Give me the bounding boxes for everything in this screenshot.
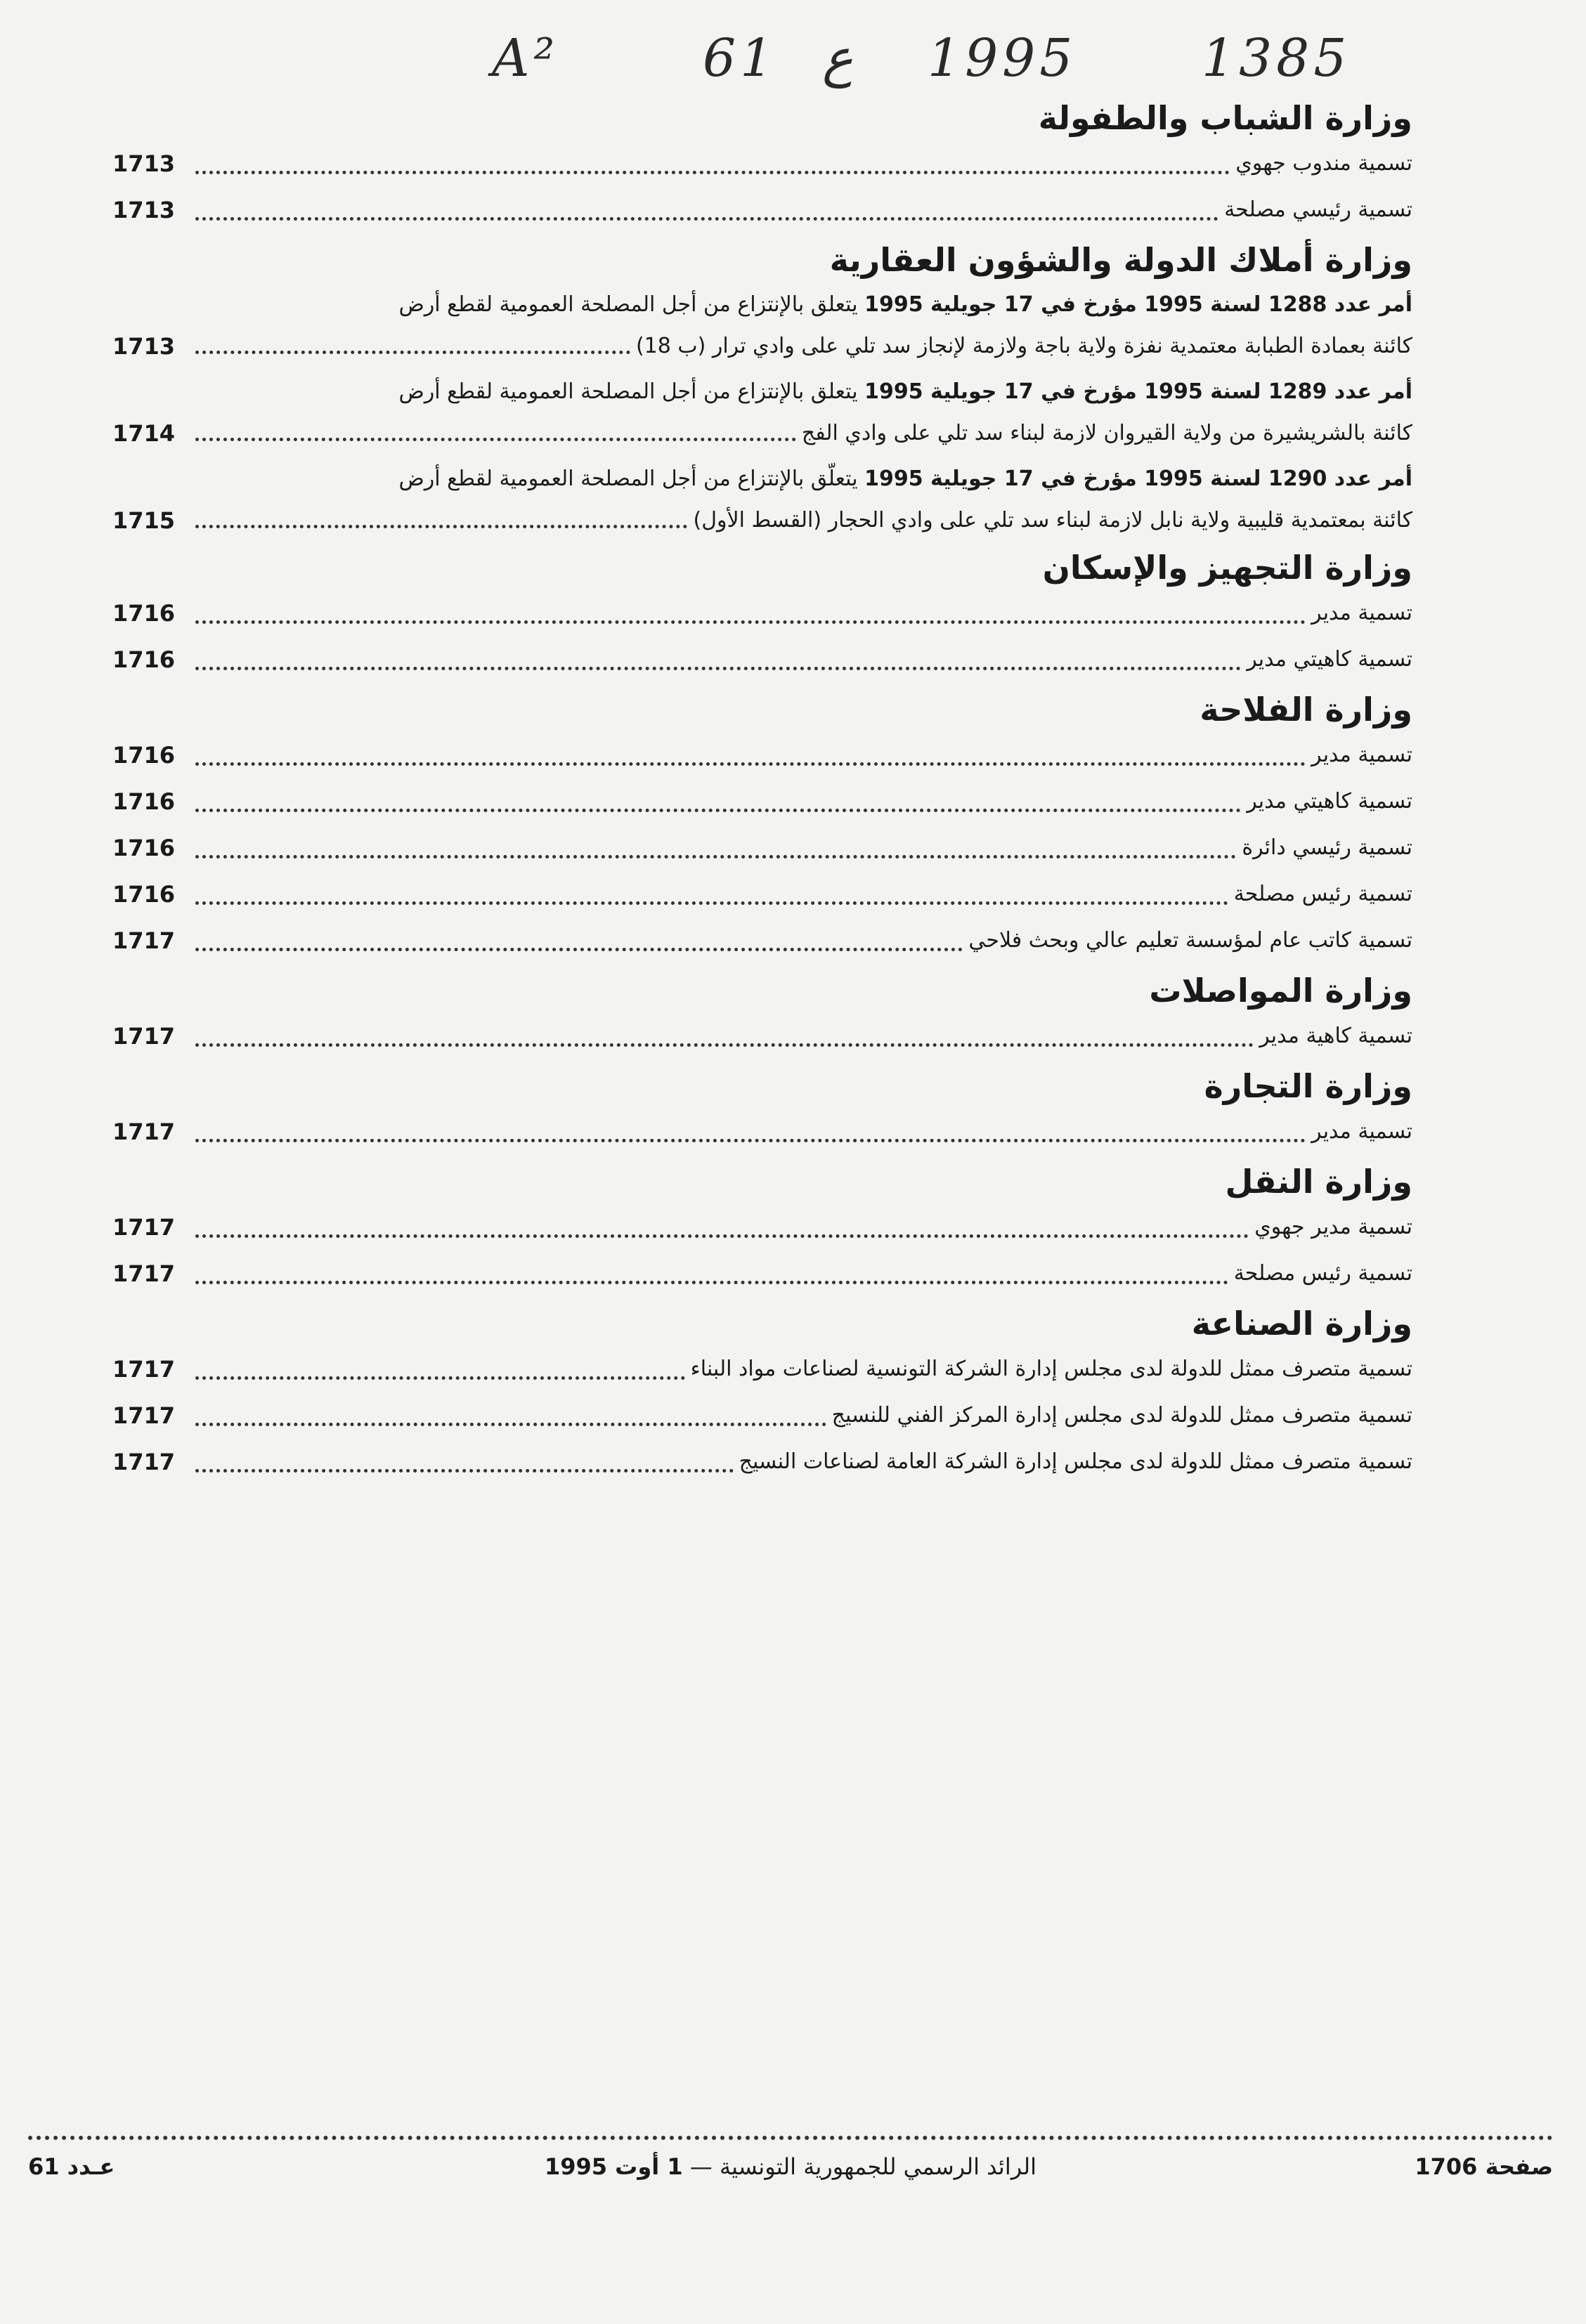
decree-number: أمر عدد 1289 لسنة 1995 مؤرخ في 17 جويلية 1995 [864,379,1412,404]
page-footer [28,2153,1553,2195]
toc-entry [112,1251,1412,1297]
entry-page-number: 1714 [112,420,176,447]
entry-page-number: 1717 [112,1356,176,1383]
dot-leader [195,620,1306,624]
toc-section [112,1303,1412,1485]
dot-leader [195,1139,1306,1142]
footer-journal-title [28,2153,1553,2180]
footer-date: 1 أوت 1995 [544,2153,683,2180]
entry-title: تسمية رئيس مصلحة [1233,1261,1412,1286]
toc-section [112,547,1412,683]
dot-leader [195,901,1228,905]
entry-title: تسمية مدير جهوي [1254,1215,1412,1239]
decree-title-line [112,371,1412,413]
entry-title: تسمية مندوب جهوي [1235,151,1412,176]
decree-subject: يتعلّق بالإنتزاع من أجل المصلحة العمومية لقطع أرض [398,466,865,491]
toc-section [112,97,1412,233]
entry-title: تسمية مدير [1311,601,1412,625]
entry-page-number: 1713 [112,333,176,360]
decree-detail-text: كائنة بمعتمدية قليبية ولاية نابل لازمة لبناء سد تلي على وادي الحجار (القسط الأول) [693,508,1412,533]
toc-entry [112,732,1412,778]
entry-title: تسمية متصرف ممثل للدولة لدى مجلس إدارة الشركة العامة لصناعات النسيج [739,1449,1412,1474]
entry-page-number: 1717 [112,1402,176,1429]
toc-entry [112,918,1412,964]
dot-leader [195,351,630,354]
entry-title: تسمية كاهيتي مدير [1247,647,1412,672]
entry-title: تسمية رئيسي دائرة [1242,835,1412,860]
footer-issue-number: عـدد 61 [28,2153,115,2180]
toc-section [112,239,1412,541]
entry-page-number: 1713 [112,197,176,223]
table-of-contents [112,91,1412,1485]
decree-detail-row [112,413,1412,454]
entry-page-number: 1717 [112,1260,176,1287]
decree-entry [112,371,1412,454]
dot-leader [195,1469,734,1473]
decree-detail-row [112,500,1412,541]
dot-leader [195,525,687,528]
decree-detail-row [112,326,1412,367]
entry-title: تسمية متصرف ممثل للدولة لدى مجلس إدارة الشركة التونسية لصناعات مواد البناء [690,1357,1412,1381]
dot-leader [195,438,796,441]
footer-journal-name: الرائد الرسمي للجمهورية التونسية — [682,2153,1037,2180]
handwritten-part-1: A² [492,28,559,89]
toc-section [112,1161,1412,1297]
entry-page-number: 1717 [112,1449,176,1475]
toc-entry [112,1109,1412,1155]
decree-subject: يتعلق بالإنتزاع من أجل المصلحة العمومية لقطع أرض [398,292,865,317]
toc-entry [112,637,1412,683]
entry-title: تسمية مدير [1311,743,1412,767]
entry-page-number: 1713 [112,150,176,177]
handwritten-part-5: 1385 [1202,28,1351,89]
footer-divider [28,2136,1553,2140]
ministry-heading: وزارة الصناعة [1191,1305,1412,1343]
ministry-heading: وزارة الفلاحة [1200,691,1412,729]
decree-subject: يتعلق بالإنتزاع من أجل المصلحة العمومية لقطع أرض [398,379,865,404]
decree-entry [112,458,1412,541]
entry-page-number: 1716 [112,835,176,861]
ministry-heading: وزارة المواصلات [1149,972,1412,1010]
entry-page-number: 1717 [112,1214,176,1241]
toc-section [112,1065,1412,1155]
entry-page-number: 1717 [112,1023,176,1050]
toc-section [112,688,1412,964]
dot-leader [195,1043,1254,1047]
decree-detail-text: كائنة بعمادة الطبابة معتمدية نفزة ولاية باجة ولازمة لإنجاز سد تلي على وادي ترار (ب 18) [635,334,1412,358]
dot-leader [195,855,1236,859]
entry-title: تسمية رئيسي مصلحة [1224,197,1412,222]
footer-page-number: صفحة 1706 [1415,2153,1553,2180]
toc-entry [112,1392,1412,1439]
decree-number: أمر عدد 1288 لسنة 1995 مؤرخ في 17 جويلية 1995 [864,292,1412,317]
entry-page-number: 1715 [112,507,176,534]
decree-number: أمر عدد 1290 لسنة 1995 مؤرخ في 17 جويلية 1995 [864,466,1412,491]
dot-leader [195,171,1230,174]
ministry-heading: وزارة النقل [1225,1163,1412,1201]
dot-leader [195,809,1241,812]
entry-page-number: 1716 [112,600,176,627]
entry-page-number: 1716 [112,788,176,815]
dot-leader [195,948,963,951]
toc-entry [112,1013,1412,1059]
entry-title: تسمية كاتب عام لمؤسسة تعليم عالي وبحث فلاحي [968,928,1412,953]
toc-entry [112,1204,1412,1251]
toc-entry [112,1346,1412,1392]
entry-page-number: 1716 [112,646,176,673]
dot-leader [195,667,1241,670]
toc-entry [112,871,1412,918]
decree-detail-text: كائنة بالشريشيرة من ولاية القيروان لازمة لبناء سد تلي على وادي الفج [801,421,1412,445]
ministry-heading: وزارة أملاك الدولة والشؤون العقارية [829,241,1412,279]
handwritten-part-3: ع [822,28,854,89]
entry-page-number: 1716 [112,881,176,908]
entry-title: تسمية كاهية مدير [1259,1024,1412,1048]
entry-page-number: 1717 [112,927,176,954]
entry-title: تسمية مدير [1311,1119,1412,1144]
toc-entry [112,825,1412,871]
dot-leader [195,1281,1228,1284]
toc-entry [112,590,1412,637]
toc-entry [112,1439,1412,1485]
decree-title-line [112,458,1412,500]
toc-entry [112,187,1412,233]
ministry-heading: وزارة الشباب والطفولة [1038,99,1412,137]
entry-title: تسمية كاهيتي مدير [1247,789,1412,814]
toc-section [112,970,1412,1059]
entry-title: تسمية رئيس مصلحة [1233,882,1412,906]
handwritten-part-4: 1995 [928,28,1077,89]
dot-leader [195,1423,826,1426]
dot-leader [195,762,1306,766]
entry-title: تسمية متصرف ممثل للدولة لدى مجلس إدارة المركز الفني للنسيج [831,1403,1412,1428]
toc-entry [112,778,1412,825]
entry-page-number: 1717 [112,1118,176,1145]
decree-title-line [112,284,1412,326]
ministry-heading: وزارة التجارة [1204,1067,1412,1105]
entry-page-number: 1716 [112,742,176,769]
handwritten-part-2: 61 [703,28,778,89]
ministry-heading: وزارة التجهيز والإسكان [1042,549,1412,587]
dot-leader [195,1234,1249,1238]
dot-leader [195,1376,685,1380]
toc-entry [112,141,1412,187]
dot-leader [195,217,1218,221]
decree-entry [112,284,1412,367]
